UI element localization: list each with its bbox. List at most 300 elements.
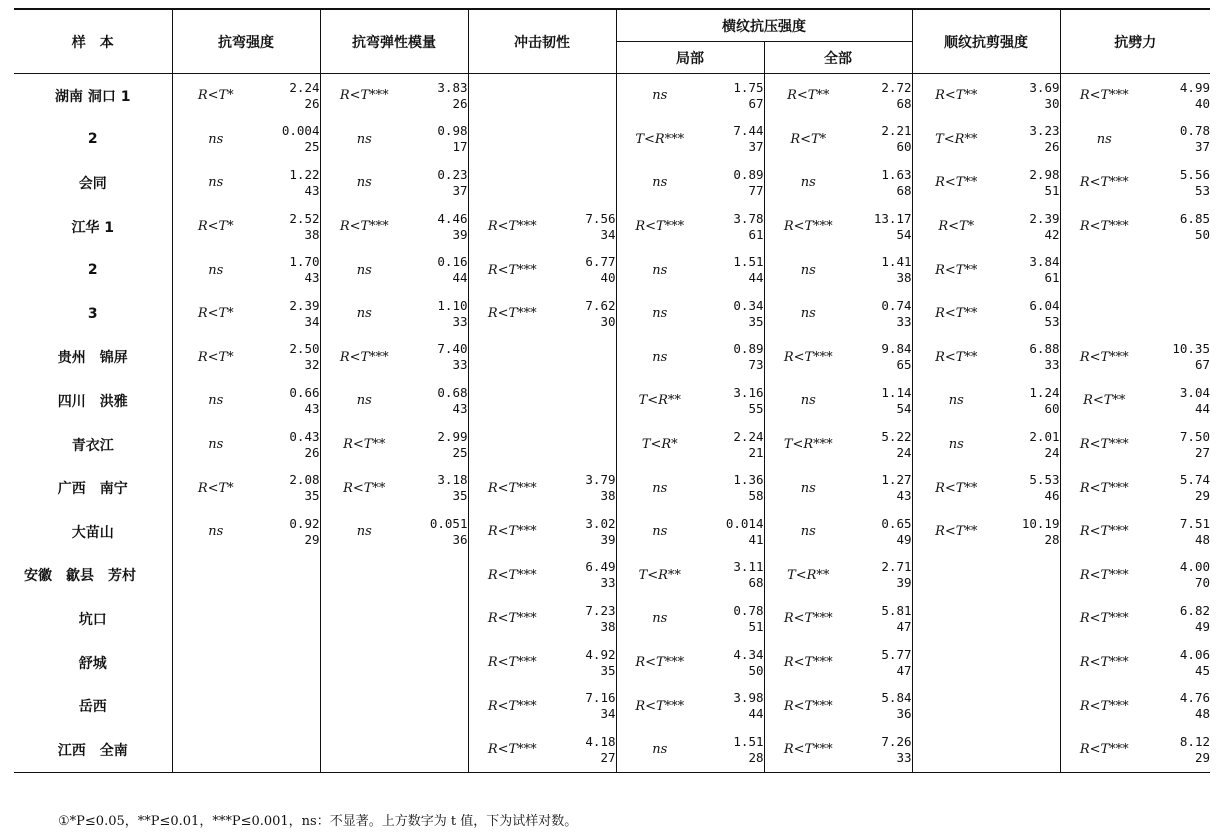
flex-modulus-relation: ns xyxy=(320,248,408,292)
flex-strength-relation: R<T* xyxy=(172,292,259,336)
table-row xyxy=(14,74,1210,118)
impact-values xyxy=(556,423,616,467)
cleavage-values xyxy=(1148,597,1210,641)
t-value: 0.43 xyxy=(289,428,320,444)
cross-full-values xyxy=(852,510,912,554)
sample-name: 大苗山 xyxy=(71,524,114,541)
cross-local-values xyxy=(703,336,764,380)
t-value: 2.72 xyxy=(881,79,912,95)
impact-relation xyxy=(468,423,556,467)
table-row xyxy=(14,292,1210,336)
sample-pair-count: 33 xyxy=(600,575,616,591)
table-row xyxy=(14,641,1210,685)
t-value: 0.89 xyxy=(733,341,764,357)
t-value: 3.98 xyxy=(733,690,764,706)
cleavage-relation: R<T*** xyxy=(1060,728,1148,772)
sample-pair-count: 17 xyxy=(452,139,468,155)
flex-modulus-relation: ns xyxy=(320,379,408,423)
cross-local-values xyxy=(703,248,764,292)
flex-strength-relation: ns xyxy=(172,161,259,205)
flex-modulus-values xyxy=(408,728,468,772)
flex-modulus-values xyxy=(408,336,468,380)
flex-modulus-values xyxy=(408,118,468,162)
cross-local-relation: ns xyxy=(616,336,703,380)
sample-pair-count: 29 xyxy=(1194,749,1210,765)
flex-modulus-relation: R<T*** xyxy=(320,205,408,249)
cross-local-values xyxy=(703,510,764,554)
t-value: 7.62 xyxy=(585,297,616,313)
sample-pair-count: 55 xyxy=(748,400,764,416)
flex-modulus-relation: R<T*** xyxy=(320,336,408,380)
sample-pair-count: 46 xyxy=(1044,488,1060,504)
impact-values xyxy=(556,74,616,118)
shear-values xyxy=(1000,205,1060,249)
cleavage-values xyxy=(1148,248,1210,292)
shear-values xyxy=(1000,641,1060,685)
shear-relation: R<T* xyxy=(912,205,1000,249)
cross-full-values xyxy=(852,728,912,772)
flex-strength-relation xyxy=(172,597,259,641)
impact-relation xyxy=(468,74,556,118)
flex-modulus-relation: R<T** xyxy=(320,466,408,510)
sample-pair-count: 73 xyxy=(748,357,764,373)
flex-modulus-relation: R<T** xyxy=(320,423,408,467)
t-value: 1.14 xyxy=(881,384,912,400)
sample-pair-count: 37 xyxy=(1194,139,1210,155)
shear-values xyxy=(1000,336,1060,380)
cross-local-values xyxy=(703,466,764,510)
t-value: 4.92 xyxy=(585,646,616,662)
sample-name: 青衣江 xyxy=(71,437,114,454)
flex-strength-relation: ns xyxy=(172,510,259,554)
sample-pair-count: 37 xyxy=(452,182,468,198)
t-value: 7.56 xyxy=(585,210,616,226)
shear-values xyxy=(1000,248,1060,292)
cross-local-values xyxy=(703,641,764,685)
cross-full-relation: ns xyxy=(764,292,852,336)
flex-modulus-relation xyxy=(320,641,408,685)
cross-local-values xyxy=(703,379,764,423)
sample-pair-count: 34 xyxy=(304,313,320,329)
sample-pair-count: 36 xyxy=(896,706,912,722)
sample-name: 2 xyxy=(87,262,98,279)
flex-strength-relation: ns xyxy=(172,379,259,423)
flex-strength-values xyxy=(259,466,320,510)
header-shear: 顺纹抗剪强度 xyxy=(912,9,1060,74)
sample-pair-count: 33 xyxy=(896,749,912,765)
flex-strength-values xyxy=(259,554,320,598)
cross-local-relation: ns xyxy=(616,292,703,336)
cross-local-values xyxy=(703,205,764,249)
shear-values xyxy=(1000,423,1060,467)
flex-strength-values xyxy=(259,597,320,641)
t-value: 0.78 xyxy=(1179,123,1210,139)
cross-local-values xyxy=(703,728,764,772)
cross-full-relation: R<T*** xyxy=(764,336,852,380)
flex-modulus-relation: ns xyxy=(320,292,408,336)
t-value: 5.84 xyxy=(881,690,912,706)
cleavage-relation: R<T*** xyxy=(1060,554,1148,598)
shear-relation: ns xyxy=(912,423,1000,467)
sample-pair-count: 39 xyxy=(452,226,468,242)
sample-name: 贵州 锦屏 xyxy=(57,350,128,367)
sample-pair-count: 49 xyxy=(1194,618,1210,634)
shear-relation: R<T** xyxy=(912,161,1000,205)
t-value: 7.26 xyxy=(881,733,912,749)
shear-values xyxy=(1000,466,1060,510)
cleavage-relation: R<T*** xyxy=(1060,336,1148,380)
cross-local-values xyxy=(703,292,764,336)
cleavage-values xyxy=(1148,118,1210,162)
flex-strength-values xyxy=(259,684,320,728)
shear-relation: R<T** xyxy=(912,466,1000,510)
table-row xyxy=(14,379,1210,423)
cross-local-relation: T<R** xyxy=(616,379,703,423)
shear-relation: R<T** xyxy=(912,248,1000,292)
cleavage-relation: R<T*** xyxy=(1060,684,1148,728)
t-value: 1.22 xyxy=(289,166,320,182)
sample-pair-count: 37 xyxy=(748,139,764,155)
flex-strength-relation xyxy=(172,554,259,598)
cross-full-relation: ns xyxy=(764,161,852,205)
sample-pair-count: 27 xyxy=(600,749,616,765)
t-value: 6.77 xyxy=(585,254,616,270)
cleavage-values xyxy=(1148,554,1210,598)
sample-pair-count: 50 xyxy=(1194,226,1210,242)
cleavage-values xyxy=(1148,728,1210,772)
impact-relation: R<T*** xyxy=(468,641,556,685)
sample-pair-count: 43 xyxy=(304,400,320,416)
table-row xyxy=(14,161,1210,205)
sample-pair-count: 53 xyxy=(1194,182,1210,198)
cross-full-relation: T<R** xyxy=(764,554,852,598)
shear-values xyxy=(1000,684,1060,728)
flex-modulus-relation xyxy=(320,597,408,641)
sample-pair-count: 53 xyxy=(1044,313,1060,329)
sample-pair-count: 41 xyxy=(748,531,764,547)
sample-pair-count: 38 xyxy=(600,618,616,634)
t-value: 1.70 xyxy=(289,254,320,270)
sample-pair-count: 24 xyxy=(896,444,912,460)
sample-pair-count: 25 xyxy=(304,139,320,155)
sample-pair-count: 68 xyxy=(748,575,764,591)
t-value: 0.89 xyxy=(733,166,764,182)
cross-full-values xyxy=(852,205,912,249)
sample-pair-count: 44 xyxy=(748,706,764,722)
flex-modulus-values xyxy=(408,554,468,598)
sample-pair-count: 45 xyxy=(1194,662,1210,678)
sample-pair-count: 47 xyxy=(896,618,912,634)
cross-full-values xyxy=(852,597,912,641)
cleavage-values xyxy=(1148,205,1210,249)
t-value: 2.98 xyxy=(1029,166,1060,182)
flex-strength-values xyxy=(259,379,320,423)
t-value: 7.44 xyxy=(733,123,764,139)
flex-strength-relation xyxy=(172,641,259,685)
sample-pair-count: 51 xyxy=(1044,182,1060,198)
cross-full-values xyxy=(852,423,912,467)
t-value: 4.06 xyxy=(1179,646,1210,662)
t-value: 0.78 xyxy=(733,602,764,618)
footnote: ①*P≤0.05，**P≤0.01，***P≤0.001，ns：不显著。上方数字为 t 值，下为试样对数。 xyxy=(58,814,578,829)
impact-relation: R<T*** xyxy=(468,466,556,510)
table-row xyxy=(14,684,1210,728)
sample-pair-count: 33 xyxy=(1044,357,1060,373)
impact-relation: R<T*** xyxy=(468,684,556,728)
t-value: 2.21 xyxy=(881,123,912,139)
sample-pair-count: 29 xyxy=(1194,488,1210,504)
cross-full-values xyxy=(852,379,912,423)
cross-full-relation: R<T* xyxy=(764,118,852,162)
t-value: 3.79 xyxy=(585,472,616,488)
sample-pair-count: 49 xyxy=(896,531,912,547)
table-row xyxy=(14,248,1210,292)
impact-relation: R<T*** xyxy=(468,554,556,598)
impact-values xyxy=(556,510,616,554)
sample-pair-count: 30 xyxy=(1044,95,1060,111)
cleavage-values xyxy=(1148,336,1210,380)
cross-local-relation: R<T*** xyxy=(616,641,703,685)
cleavage-relation: R<T*** xyxy=(1060,641,1148,685)
impact-values xyxy=(556,161,616,205)
t-value: 5.22 xyxy=(881,428,912,444)
header-cross-local: 局部 xyxy=(616,42,764,74)
flex-modulus-relation: ns xyxy=(320,118,408,162)
sample-pair-count: 60 xyxy=(896,139,912,155)
flex-modulus-values xyxy=(408,205,468,249)
sample-pair-count: 27 xyxy=(1194,444,1210,460)
cross-full-relation: R<T*** xyxy=(764,641,852,685)
cross-local-relation: ns xyxy=(616,466,703,510)
t-value: 3.84 xyxy=(1029,254,1060,270)
sample-pair-count: 61 xyxy=(748,226,764,242)
cleavage-values xyxy=(1148,161,1210,205)
sample-pair-count: 43 xyxy=(304,270,320,286)
flex-strength-values xyxy=(259,641,320,685)
sample-pair-count: 43 xyxy=(896,488,912,504)
flex-modulus-values xyxy=(408,510,468,554)
sample-pair-count: 44 xyxy=(452,270,468,286)
table-body xyxy=(14,74,1210,773)
sample-pair-count: 44 xyxy=(748,270,764,286)
table-row xyxy=(14,510,1210,554)
cleavage-relation: ns xyxy=(1060,118,1148,162)
t-value: 3.11 xyxy=(733,559,764,575)
flex-strength-values xyxy=(259,336,320,380)
sample-name: 安徽 歙县 芳村 xyxy=(24,568,136,585)
shear-relation: R<T** xyxy=(912,336,1000,380)
cross-full-relation: ns xyxy=(764,248,852,292)
shear-values xyxy=(1000,554,1060,598)
impact-relation xyxy=(468,336,556,380)
sample-pair-count: 68 xyxy=(896,95,912,111)
cleavage-relation: R<T*** xyxy=(1060,466,1148,510)
flex-modulus-relation xyxy=(320,728,408,772)
flex-strength-values xyxy=(259,248,320,292)
t-value: 2.24 xyxy=(289,79,320,95)
t-value: 0.051 xyxy=(429,515,468,531)
t-value: 6.49 xyxy=(585,559,616,575)
impact-values xyxy=(556,118,616,162)
shear-relation xyxy=(912,641,1000,685)
cross-local-relation: ns xyxy=(616,74,703,118)
sample-pair-count: 28 xyxy=(1044,531,1060,547)
flex-strength-relation: ns xyxy=(172,248,259,292)
impact-values xyxy=(556,292,616,336)
t-value: 1.36 xyxy=(733,472,764,488)
flex-strength-relation xyxy=(172,684,259,728)
impact-values xyxy=(556,336,616,380)
t-value: 0.74 xyxy=(881,297,912,313)
flex-modulus-values xyxy=(408,684,468,728)
shear-relation: R<T** xyxy=(912,510,1000,554)
t-value: 0.014 xyxy=(725,515,764,531)
t-value: 4.00 xyxy=(1179,559,1210,575)
cross-full-values xyxy=(852,118,912,162)
sample-name: 坑口 xyxy=(78,611,107,628)
sample-pair-count: 43 xyxy=(304,182,320,198)
t-value: 2.99 xyxy=(437,428,468,444)
impact-values xyxy=(556,248,616,292)
t-value: 2.24 xyxy=(733,428,764,444)
t-value: 3.02 xyxy=(585,515,616,531)
flex-strength-values xyxy=(259,423,320,467)
cleavage-relation xyxy=(1060,248,1148,292)
sample-pair-count: 44 xyxy=(1194,400,1210,416)
cross-full-relation: T<R*** xyxy=(764,423,852,467)
sample-pair-count: 39 xyxy=(896,575,912,591)
sample-pair-count: 28 xyxy=(748,749,764,765)
cleavage-relation: R<T*** xyxy=(1060,205,1148,249)
flex-strength-values xyxy=(259,205,320,249)
cross-full-relation: R<T*** xyxy=(764,684,852,728)
shear-values xyxy=(1000,74,1060,118)
cross-local-values xyxy=(703,74,764,118)
header-cleavage: 抗劈力 xyxy=(1060,9,1210,74)
shear-values xyxy=(1000,292,1060,336)
shear-values xyxy=(1000,510,1060,554)
t-value: 4.99 xyxy=(1179,79,1210,95)
sample-name: 舒城 xyxy=(78,655,107,672)
shear-relation xyxy=(912,728,1000,772)
impact-values xyxy=(556,205,616,249)
header-cross-compression: 横纹抗压强度 xyxy=(616,9,912,42)
t-value: 2.71 xyxy=(881,559,912,575)
sample-pair-count: 26 xyxy=(304,444,320,460)
flex-modulus-values xyxy=(408,379,468,423)
sample-pair-count: 47 xyxy=(896,662,912,678)
cross-local-relation: ns xyxy=(616,248,703,292)
shear-values xyxy=(1000,728,1060,772)
t-value: 4.46 xyxy=(437,210,468,226)
t-value: 0.34 xyxy=(733,297,764,313)
cross-full-values xyxy=(852,554,912,598)
sample-pair-count: 35 xyxy=(304,488,320,504)
cross-full-relation: ns xyxy=(764,510,852,554)
cross-full-values xyxy=(852,161,912,205)
t-value: 1.10 xyxy=(437,297,468,313)
t-value: 7.40 xyxy=(437,341,468,357)
cross-local-values xyxy=(703,554,764,598)
t-value: 9.84 xyxy=(881,341,912,357)
flex-modulus-relation: ns xyxy=(320,161,408,205)
shear-values xyxy=(1000,118,1060,162)
sample-pair-count: 39 xyxy=(600,531,616,547)
cleavage-relation: R<T*** xyxy=(1060,423,1148,467)
flex-strength-values xyxy=(259,510,320,554)
t-value: 13.17 xyxy=(873,210,912,226)
cross-full-relation: R<T** xyxy=(764,74,852,118)
impact-values xyxy=(556,466,616,510)
cleavage-relation: R<T** xyxy=(1060,379,1148,423)
cross-local-relation: ns xyxy=(616,597,703,641)
t-value: 2.01 xyxy=(1029,428,1060,444)
flex-strength-values xyxy=(259,728,320,772)
cleavage-values xyxy=(1148,379,1210,423)
sample-pair-count: 58 xyxy=(748,488,764,504)
t-value: 10.19 xyxy=(1021,515,1060,531)
sample-pair-count: 35 xyxy=(600,662,616,678)
flex-strength-relation: R<T* xyxy=(172,74,259,118)
cross-local-values xyxy=(703,423,764,467)
cross-full-relation: ns xyxy=(764,466,852,510)
flex-modulus-values xyxy=(408,597,468,641)
cross-local-relation: ns xyxy=(616,510,703,554)
table-row xyxy=(14,336,1210,380)
cleavage-values xyxy=(1148,74,1210,118)
sample-pair-count: 61 xyxy=(1044,270,1060,286)
flex-modulus-values xyxy=(408,74,468,118)
t-value: 7.51 xyxy=(1179,515,1210,531)
significance-table xyxy=(14,8,1210,773)
t-value: 3.18 xyxy=(437,472,468,488)
t-value: 3.69 xyxy=(1029,79,1060,95)
shear-relation xyxy=(912,554,1000,598)
t-value: 3.83 xyxy=(437,79,468,95)
cross-local-relation: T<R** xyxy=(616,554,703,598)
sample-pair-count: 40 xyxy=(600,270,616,286)
sample-name: 会同 xyxy=(78,175,107,192)
sample-pair-count: 33 xyxy=(452,313,468,329)
t-value: 2.39 xyxy=(289,297,320,313)
t-value: 0.16 xyxy=(437,254,468,270)
flex-modulus-values xyxy=(408,292,468,336)
t-value: 7.50 xyxy=(1179,428,1210,444)
sample-pair-count: 60 xyxy=(1044,400,1060,416)
t-value: 2.50 xyxy=(289,341,320,357)
sample-pair-count: 42 xyxy=(1044,226,1060,242)
sample-pair-count: 48 xyxy=(1194,706,1210,722)
impact-values xyxy=(556,379,616,423)
cross-local-values xyxy=(703,684,764,728)
cross-full-values xyxy=(852,684,912,728)
t-value: 1.75 xyxy=(733,79,764,95)
flex-strength-values xyxy=(259,74,320,118)
flex-modulus-values xyxy=(408,466,468,510)
flex-modulus-relation xyxy=(320,684,408,728)
sample-pair-count: 34 xyxy=(600,706,616,722)
t-value: 5.81 xyxy=(881,602,912,618)
sample-pair-count: 26 xyxy=(304,95,320,111)
sample-name: 岳西 xyxy=(78,699,107,716)
sample-pair-count: 68 xyxy=(896,182,912,198)
flex-strength-relation: R<T* xyxy=(172,336,259,380)
impact-relation: R<T*** xyxy=(468,597,556,641)
cleavage-values xyxy=(1148,641,1210,685)
sample-pair-count: 38 xyxy=(896,270,912,286)
flex-strength-values xyxy=(259,118,320,162)
flex-strength-relation: R<T* xyxy=(172,205,259,249)
